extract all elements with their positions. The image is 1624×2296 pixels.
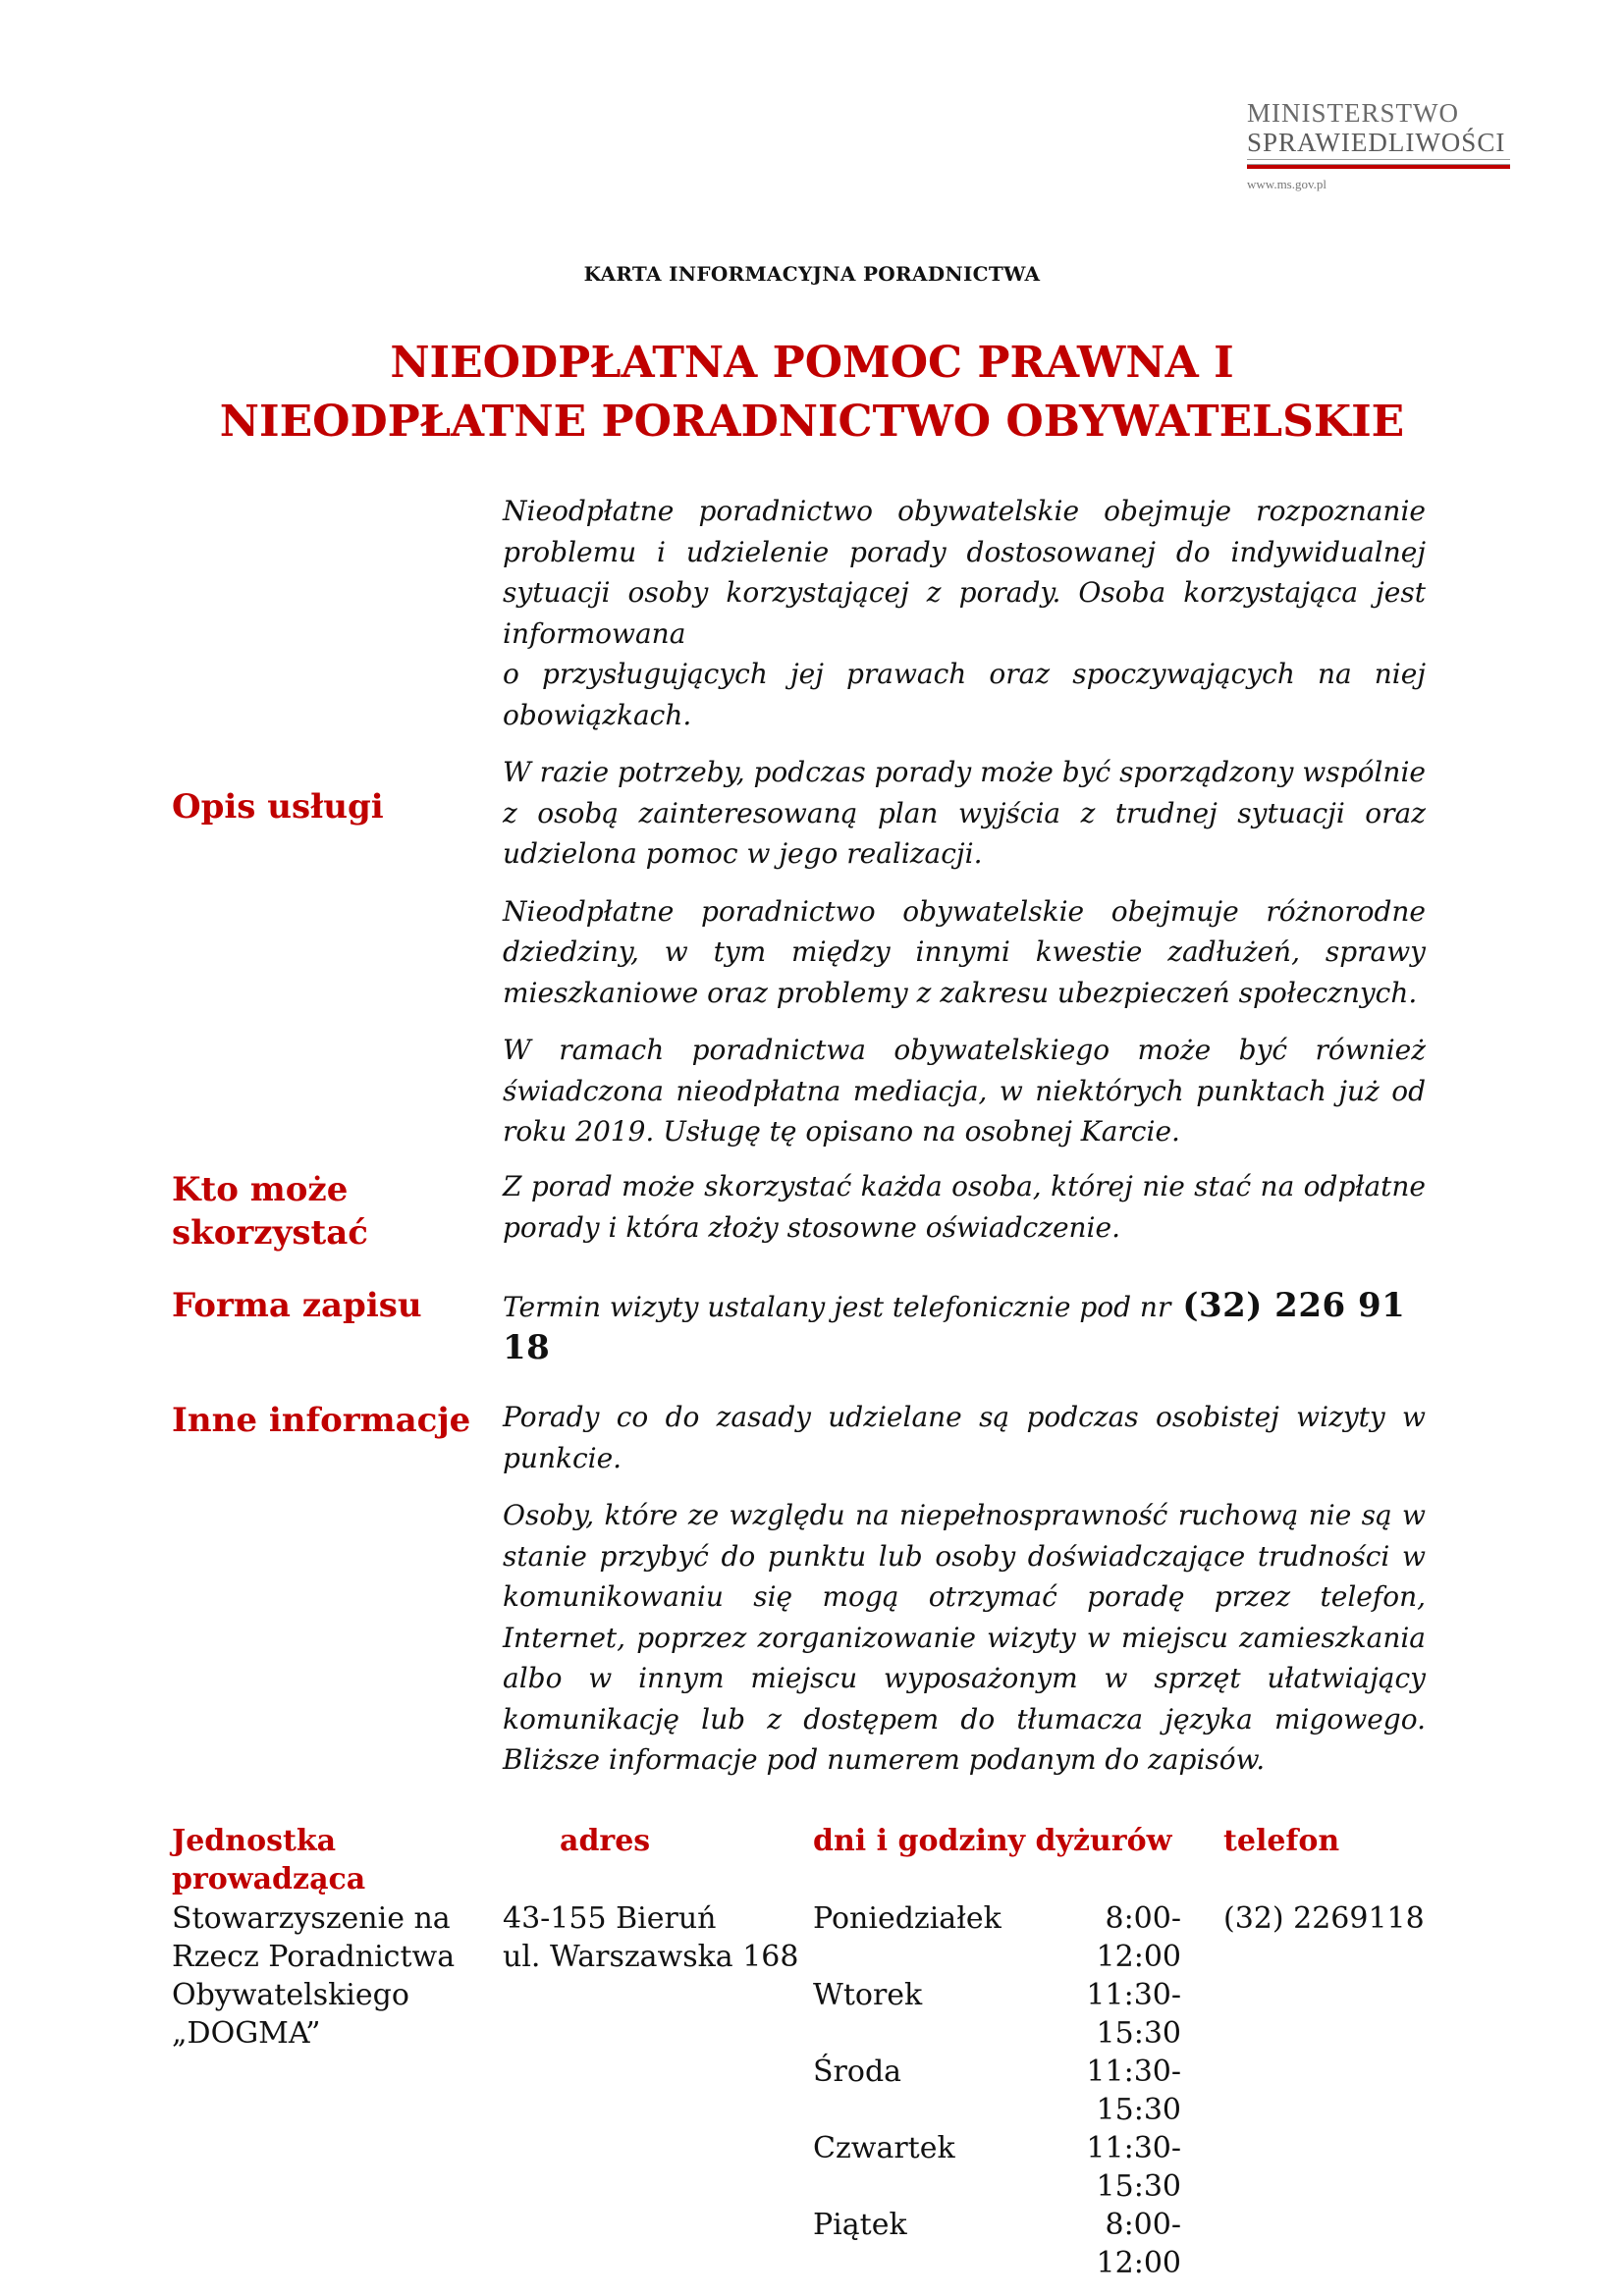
schedule-day: Poniedziałek <box>813 1901 1001 1936</box>
schedule-row <box>813 2053 1181 2129</box>
kto-label-line-1: Kto może <box>172 1170 349 1209</box>
schedule-day: Środa <box>813 2055 902 2089</box>
unit-line: Rzecz Poradnictwa <box>172 1940 456 1974</box>
table-header-phone: telefon <box>1223 1824 1340 1858</box>
table-header-hours: dni i godziny dyżurów <box>813 1824 1172 1858</box>
unit-line: Obywatelskiego <box>172 1978 409 2012</box>
table-cell-schedule <box>813 1899 1181 2282</box>
unit-line: Stowarzyszenie na <box>172 1901 451 1936</box>
logo-flag-bar <box>1247 159 1510 173</box>
opis-paragraph-3: Nieodpłatne poradnictwo obywatelskie obejmuje różnorodne dziedziny, w tym między innymi kwestie zadłużeń, sprawy mieszkaniowe oraz problemy z zakresu ubezpieczeń społecznych. <box>503 894 1426 1009</box>
unit-line: „DOGMA” <box>172 2016 321 2051</box>
section-label-opis: Opis usługi <box>172 787 384 827</box>
page-title <box>0 334 1624 452</box>
schedule-row <box>813 1976 1181 2053</box>
section-text-kto <box>503 1166 1426 1264</box>
schedule-hours: 8:00-12:00 <box>1096 2208 1181 2280</box>
opis-paragraph-4: W ramach poradnictwa obywatelskiego może być również świadczona nieodpłatna mediacja, w niektórych punktach już od roku 2019. Usługę tę opisano na osobnej Karcie. <box>503 1034 1426 1148</box>
logo-line-1: MINISTERSTWO <box>1247 98 1459 128</box>
schedule-day: Wtorek <box>813 1978 923 2012</box>
section-label-inne: Inne informacje <box>172 1401 471 1440</box>
schedule-row <box>813 2129 1181 2206</box>
table-cell-phone: (32) 2269118 <box>1223 1901 1425 1936</box>
table-cell-address <box>503 1899 798 1976</box>
address-line: 43-155 Bieruń <box>503 1901 717 1936</box>
inne-paragraph-1: Porady co do zasady udzielane są podczas osobistej wizyty w punkcie. <box>503 1401 1426 1474</box>
section-text-forma <box>503 1286 1426 1369</box>
kto-label-line-2: skorzystać <box>172 1213 368 1253</box>
table-cell-unit <box>172 1899 455 2053</box>
title-line-2: NIEODPŁATNE PORADNICTWO OBYWATELSKIE <box>219 397 1405 447</box>
section-text-inne <box>503 1397 1426 1797</box>
section-label-kto <box>172 1168 368 1255</box>
schedule-hours: 11:30-15:30 <box>1086 1978 1181 2051</box>
ministry-logo <box>1247 98 1522 192</box>
section-text-opis <box>503 491 1426 1169</box>
card-type-heading: KARTA INFORMACYJNA PORADNICTWA <box>583 262 1041 286</box>
table-header-unit <box>172 1822 365 1898</box>
schedule-row <box>813 1899 1181 1976</box>
schedule-row <box>813 2206 1181 2282</box>
opis-paragraph-2: W razie potrzeby, podczas porady może być sporządzony wspólnie z osobą zainteresowaną plan wyjścia z trudnej sytuacji oraz udzielona pomoc w jego realizacji. <box>503 756 1426 870</box>
table-header-address: adres <box>560 1824 651 1858</box>
schedule-day: Piątek <box>813 2208 907 2242</box>
schedule-hours: 11:30-15:30 <box>1086 2131 1181 2204</box>
logo-line-2: SPRAWIEDLIWOŚCI <box>1247 128 1506 157</box>
schedule-hours: 8:00-12:00 <box>1096 1901 1181 1974</box>
signup-phone-number: (32) 226 91 18 <box>503 1286 1406 1367</box>
schedule-hours: 11:30-15:30 <box>1086 2055 1181 2127</box>
opis-paragraph-1b: o przysługujących jej prawach oraz spoczywających na niej obowiązkach. <box>503 658 1426 731</box>
title-line-1: NIEODPŁATNA POMOC PRAWNA I <box>390 338 1234 388</box>
unit-header-line-2: prowadząca <box>172 1862 366 1896</box>
schedule-day: Czwartek <box>813 2131 955 2165</box>
inne-paragraph-2: Osoby, które ze względu na niepełnosprawność ruchową nie są w stanie przybyć do punktu lub osoby doświadczające trudności w komunikowaniu się mogą otrzymać poradę przez telefon, Internet, poprzez zorganizowanie wizyty w miejscu zamieszkania albo w innym miejscu wyposażonym w sprzęt ułatwiający komunikację lub z dostępem do tłumacza języka migowego. Bliższe informacje pod numerem podanym do zapisów. <box>503 1499 1426 1776</box>
kto-paragraph: Z porad może skorzystać każda osoba, której nie stać na odpłatne porady i która złoży stosowne oświadczenie. <box>503 1170 1426 1244</box>
section-label-forma: Forma zapisu <box>172 1286 422 1325</box>
logo-url: www.ms.gov.pl <box>1247 177 1327 191</box>
opis-paragraph-1: Nieodpłatne poradnictwo obywatelskie obejmuje rozpoznanie problemu i udzielenie porady dostosowanej do indywidualnej sytuacji osoby korzystającej z porady. Osoba korzystająca jest informowana <box>503 495 1426 650</box>
unit-header-line-1: Jednostka <box>172 1824 337 1858</box>
address-line: ul. Warszawska 168 <box>503 1940 799 1974</box>
forma-text: Termin wizyty ustalany jest telefonicznie pod nr <box>503 1291 1171 1323</box>
